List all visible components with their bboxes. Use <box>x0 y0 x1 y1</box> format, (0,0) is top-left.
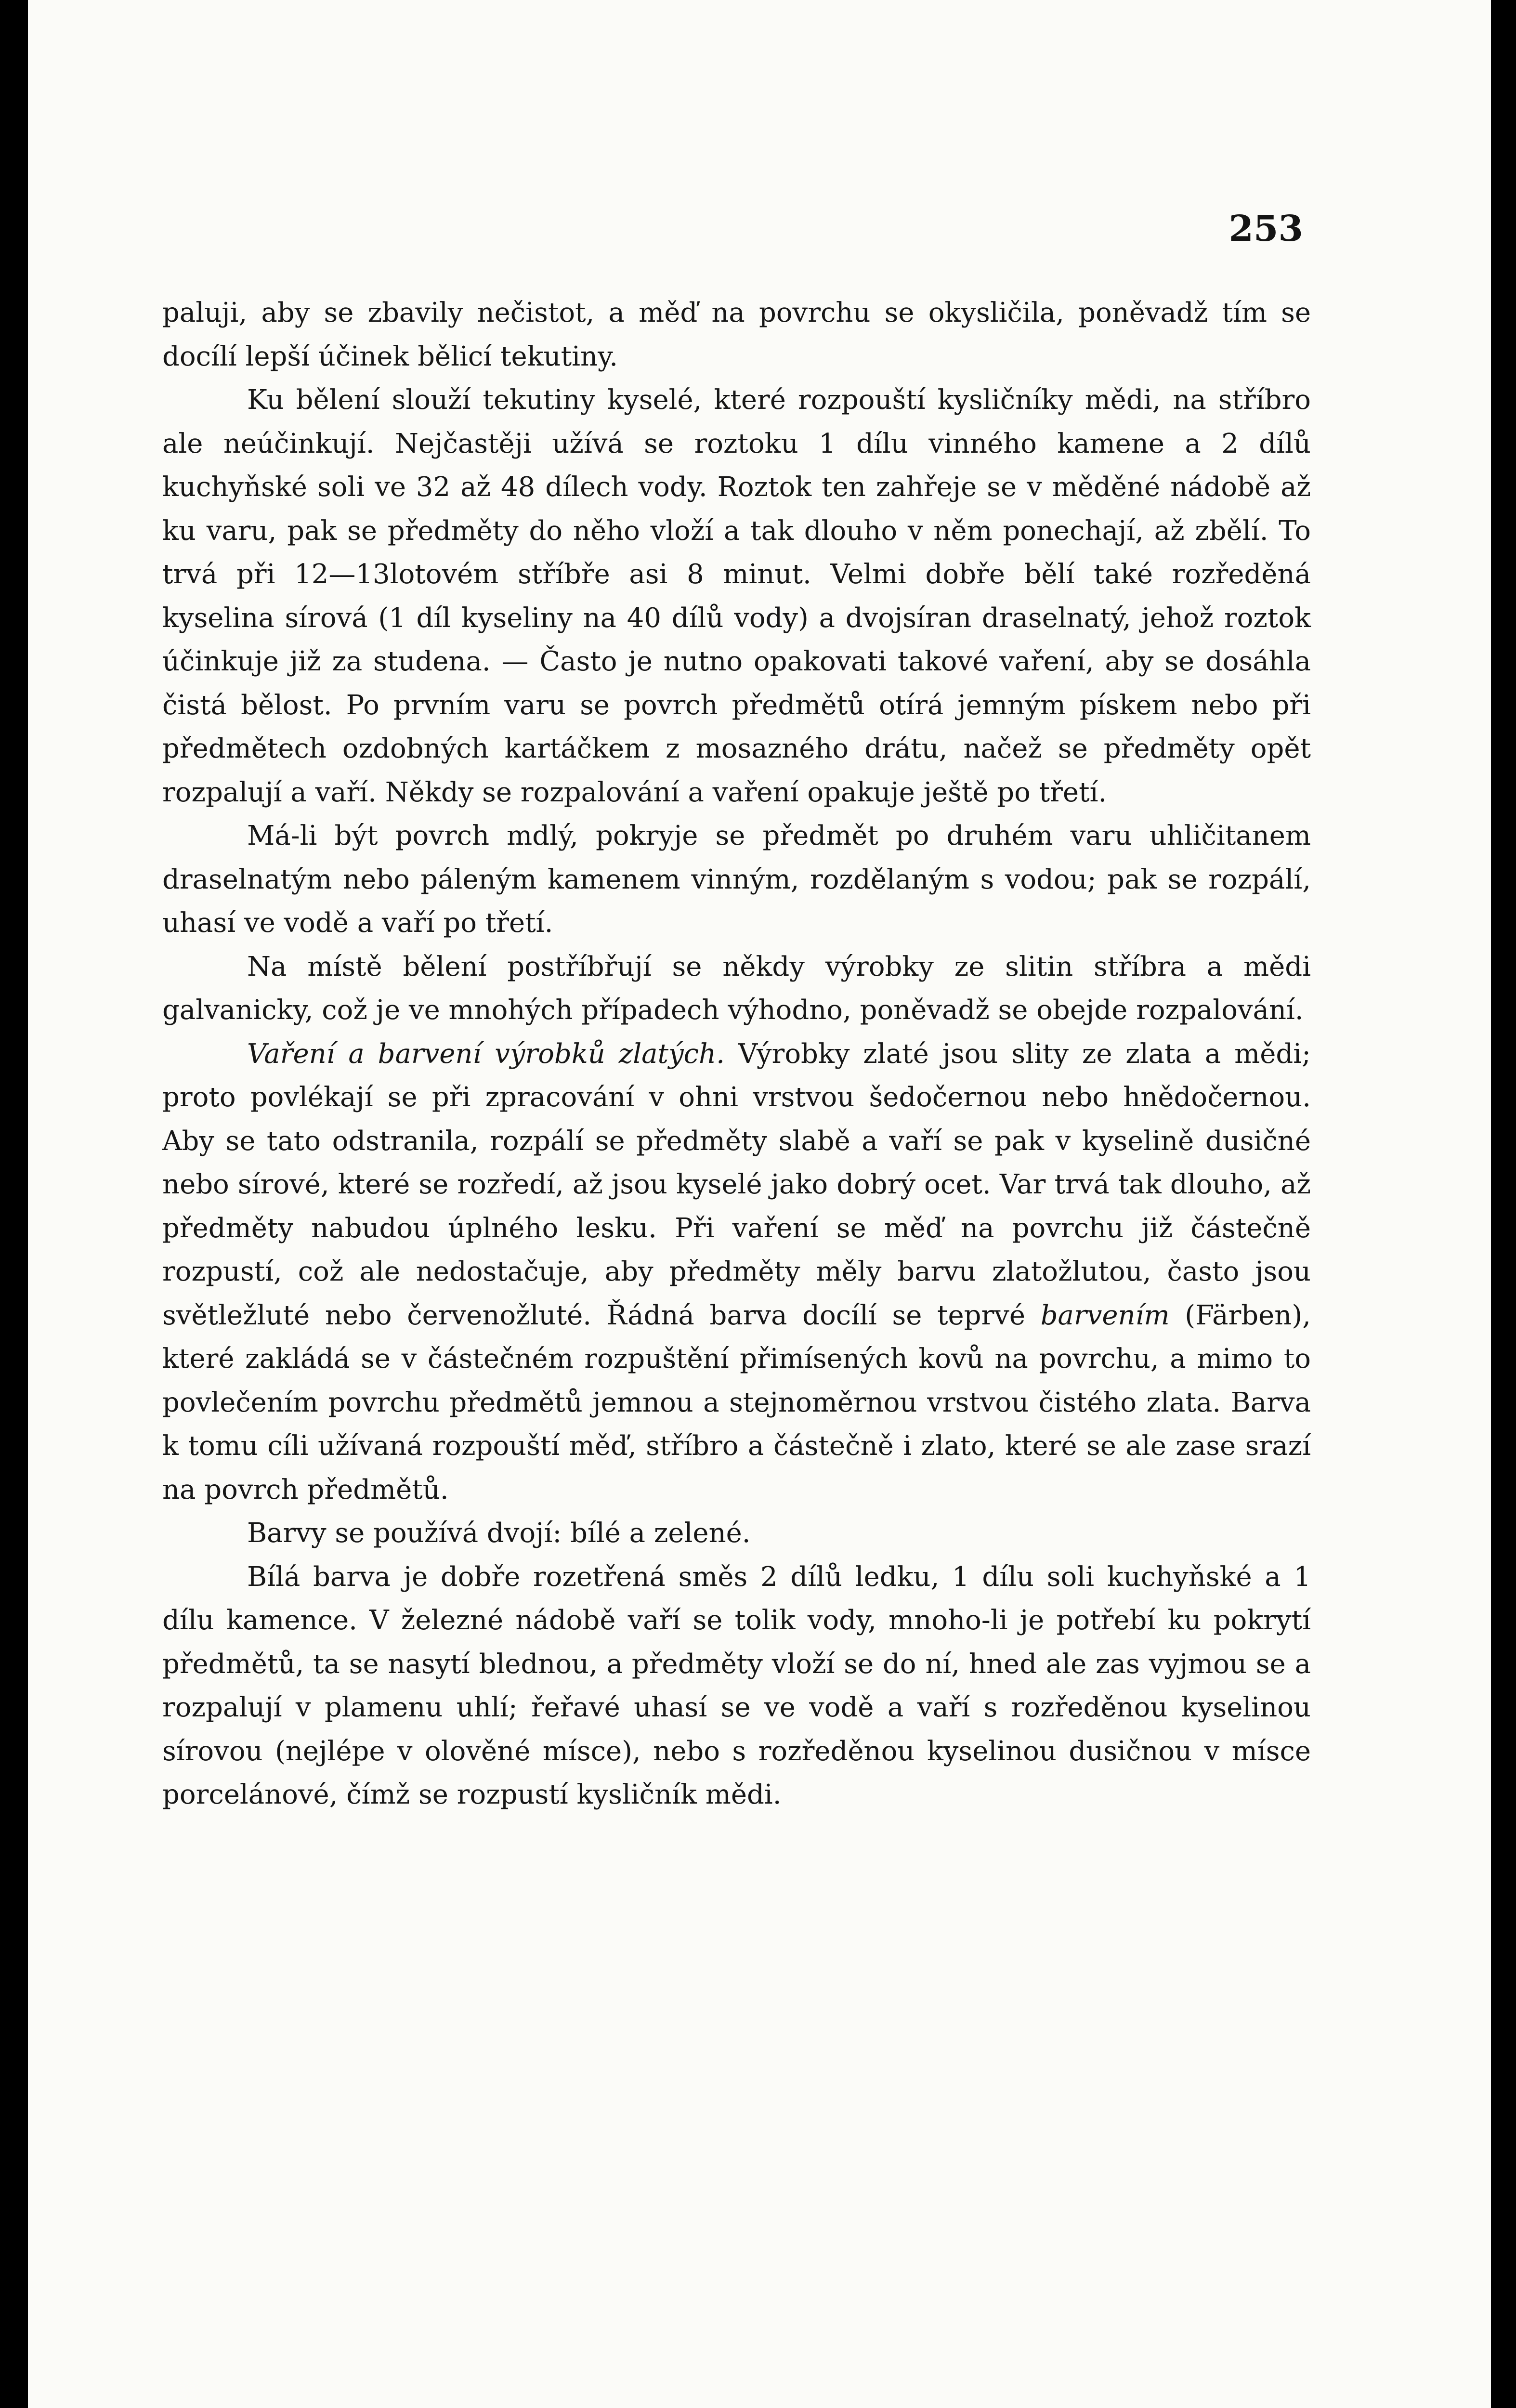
italic-term: barvením <box>1040 1299 1170 1331</box>
paragraph: Má-li být povrch mdlý, pokryje se předmět po druhém varu uhličitanem draselnatým nebo páleným kamenem vinným, rozdělaným s vodou; pak se rozpálí, uhasí ve vodě a vaří po třetí. <box>162 820 1311 939</box>
page-number: 253 <box>1228 208 1303 249</box>
document-page <box>28 0 1491 2408</box>
section-heading: Vaření a barvení výrobků zlatých. <box>247 1038 725 1070</box>
paragraph: Barvy se používá dvojí: bílé a zelené. <box>247 1518 751 1549</box>
section-text: Výrobky zlaté jsou slity ze zlata a mědi; proto povlékají se při zpracování v ohni vrstvou šedočernou nebo hnědočernou. Aby se tato odstranila, rozpálí se předměty slabě a vaří se pak v kyselině dusičné nebo sírové, které se rozředí, až jsou kyselé jako dobrý ocet. Var trvá tak dlouho, až předměty nabudou úplného lesku. Při vaření se měď na povrchu již částečně rozpustí, což ale nedostačuje, aby předměty měly barvu zlatožlutou, často jsou světležluté nebo červenožluté. Řádná barva docílí se teprvé <box>162 1038 1311 1331</box>
paragraph: Na místě bělení postříbřují se někdy výrobky ze slitin stříbra a mědi galvanicky, což je ve mnohých případech výhodno, poněvadž se obejde rozpalování. <box>162 951 1311 1026</box>
paragraph: paluji, aby se zbavily nečistot, a měď na povrchu se okysličila, poněvadž tím se docílí lepší účinek bělicí tekutiny. <box>162 297 1311 372</box>
section-paragraph <box>162 1033 1311 1512</box>
paragraph: Bílá barva je dobře rozetřená směs 2 dílů ledku, 1 dílu soli kuchyňské a 1 dílu kamence. V železné nádobě vaří se tolik vody, mnoho-li je potřebí ku pokrytí předmětů, ta se nasytí blednou, a předměty vloží se do ní, hned ale zas vyjmou se a rozpalují v plamenu uhlí; řeřavé uhasí se ve vodě a vaří s rozředěnou kyselinou sírovou (nejlépe v olověné mísce), nebo s rozředěnou kyselinou dusičnou v mísce porcelánové, čímž se rozpustí kysličník mědi. <box>162 1561 1311 1810</box>
body-text <box>162 291 1311 1817</box>
section-text-continued: (Färben), které zakládá se v částečném rozpuštění přimísených kovů na povrchu, a mimo to povlečením povrchu předmětů jemnou a stejnoměrnou vrstvou čistého zlata. Barva k tomu cíli užívaná rozpouští měď, stříbro a částečně i zlato, které se ale zase srazí na povrch předmětů. <box>162 1299 1311 1505</box>
paragraph: Ku bělení slouží tekutiny kyselé, které rozpouští kysličníky mědi, na stříbro ale neúčinkují. Nejčastěji užívá se roztoku 1 dílu vinného kamene a 2 dílů kuchyňské soli ve 32 až 48 dílech vody. Roztok ten zahřeje se v měděné nádobě až ku varu, pak se předměty do něho vloží a tak dlouho v něm ponechají, až zbělí. To trvá při 12—13lotovém stříbře asi 8 minut. Velmi dobře bělí také rozředěná kyselina sírová (1 díl kyseliny na 40 dílů vody) a dvojsíran draselnatý, jehož roztok účinkuje již za studena. — Často je nutno opakovati takové vaření, aby se dosáhla čistá bělost. Po prvním varu se povrch předmětů otírá jemným pískem nebo při předmětech ozdobných kartáčkem z mosazného drátu, načež se předměty opět rozpalují a vaří. Někdy se rozpalování a vaření opakuje ještě po třetí. <box>162 384 1311 808</box>
